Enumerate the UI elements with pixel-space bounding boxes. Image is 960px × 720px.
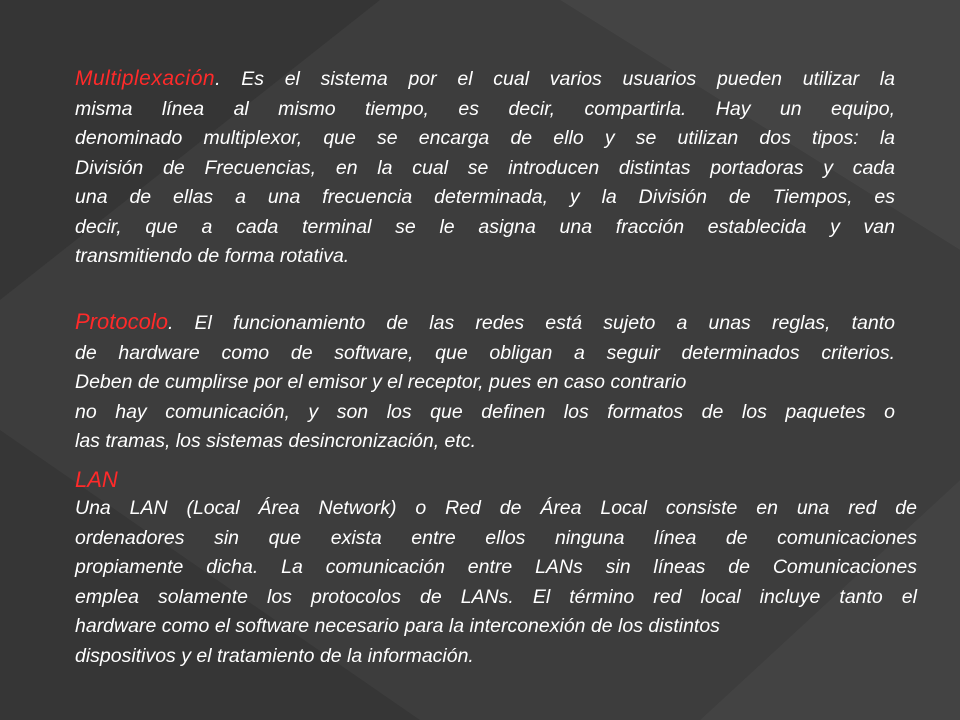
multiplexacion-line-5: una de ellas a una frecuencia determinada, y la División de Tiempos, es <box>75 186 895 208</box>
multiplexacion-paragraph <box>75 64 895 272</box>
lan-line-4: emplea solamente los protocolos de LANs. El término red local incluye tanto el <box>75 585 917 608</box>
lan-heading: LAN <box>75 467 118 492</box>
multiplexacion-line-3: denominado multiplexor, que se encarga de ello y se utilizan dos tipos: la <box>75 127 895 149</box>
protocolo-line-4: no hay comunicación, y son los que definen los formatos de los paquetes o <box>75 400 895 423</box>
protocolo-line-1: . El funcionamiento de las redes está sujeto a unas reglas, tanto <box>167 312 895 334</box>
lan-line-1: Una LAN (Local Área Network) o Red de Área Local consiste en una red de <box>75 497 917 519</box>
multiplexacion-line-2: misma línea al mismo tiempo, es decir, compartirla. Hay un equipo, <box>75 97 895 120</box>
protocolo-paragraph <box>75 307 895 457</box>
lan-line-2: ordenadores sin que exista entre ellos ninguna línea de comunicaciones <box>75 526 917 549</box>
protocolo-line-3: Deben de cumplirse por el emisor y el receptor, pues en caso contrario <box>75 371 687 393</box>
multiplexacion-line-7: transmitiendo de forma rotativa. <box>75 245 350 267</box>
protocolo-heading: Protocolo <box>75 309 168 334</box>
lan-line-3: propiamente dicha. La comunicación entre LANs sin líneas de Comunicaciones <box>75 556 917 578</box>
multiplexacion-line-6: decir, que a cada terminal se le asigna una fracción establecida y van <box>75 215 895 238</box>
protocolo-line-5: las tramas, los sistemas desincronización, etc. <box>75 430 476 452</box>
lan-line-5: hardware como el software necesario para la interconexión de los distintos <box>75 615 720 637</box>
multiplexacion-heading: Multiplexación <box>75 67 216 90</box>
multiplexacion-line-1: . Es el sistema por el cual varios usuarios pueden utilizar la <box>215 68 895 90</box>
protocolo-line-2: de hardware como de software, que obligan a seguir determinados criterios. <box>75 341 895 364</box>
lan-line-6: dispositivos y el tratamiento de la información. <box>75 644 474 667</box>
multiplexacion-line-4: División de Frecuencias, en la cual se introducen distintas portadoras y cada <box>75 156 895 179</box>
lan-paragraph <box>75 466 917 671</box>
